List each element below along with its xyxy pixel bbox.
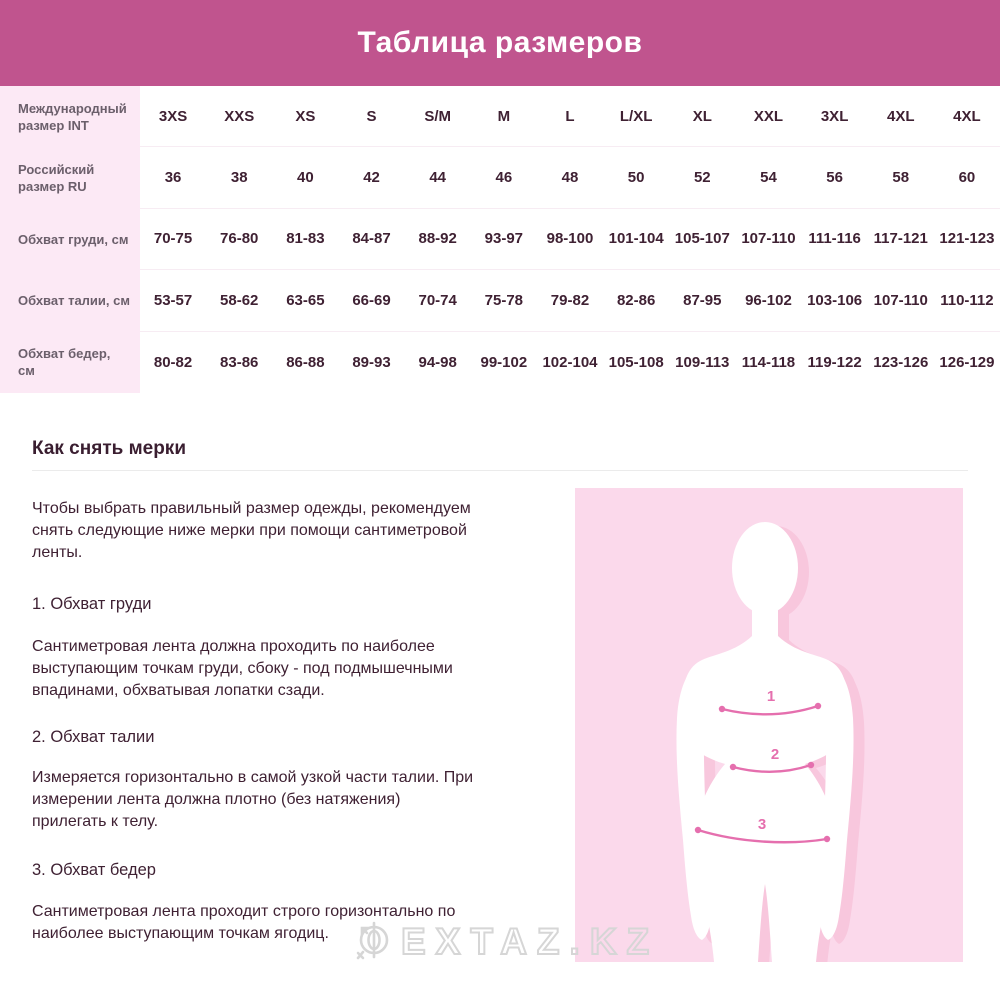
watermark-text: EXTAZ.KZ [401,921,660,962]
how-to-heading: Как снять мерки [32,438,186,459]
size-value-cell: 79-82 [537,270,603,331]
size-value-cell: 80-82 [153,353,193,371]
size-value-cell: 3XL [802,86,868,147]
size-value-cell: 103-106 [802,270,868,331]
size-value-cell: 44 [405,147,471,208]
size-value-cell: 81-83 [272,209,338,270]
size-value-cell: 98-100 [537,209,603,270]
row-label: Российский размер RU [0,147,140,208]
size-value-cell: 84-87 [338,209,404,270]
size-value-cell: 109-113 [675,353,730,371]
size-value-cell: 38 [206,147,272,208]
size-value-cell: 50 [603,147,669,208]
size-value-cell: 114-118 [741,353,796,371]
size-value-cell: 110-112 [934,270,1000,331]
size-value-cell: 101-104 [603,209,669,270]
hips-number: 3 [757,816,767,833]
size-value-cell: 70-75 [140,209,206,270]
body-silhouette-图 [575,488,963,962]
table-row [0,332,1000,393]
size-value-cell: 96-102 [735,270,801,331]
size-value-cell: 107-110 [868,270,934,331]
size-value-cell: S/M [405,86,471,147]
step-text-waist: Измеряется горизонтально в самой узкой части талии. При измерении лента должна плотно (без натяжения) прилегать к телу. [32,769,474,830]
size-value-cell: 126-129 [939,353,995,371]
size-value-cell: 86-88 [286,353,325,371]
size-value-cell: 63-65 [272,270,338,331]
size-value-cell: 58 [868,147,934,208]
size-value-cell: 53-57 [140,270,206,331]
size-value-cell: 48 [537,147,603,208]
size-value-cell: 66-69 [338,270,404,331]
step-text-chest: Сантиметровая лента должна проходить по наиболее выступающим точкам груди, сбоку - под подмышечными впадинами, обхватывая лопатки сзади. [32,638,453,699]
size-value-cell: L [537,86,603,147]
step-title-hips: 3. Обхват бедер [32,861,156,879]
size-value-cell: 76-80 [206,209,272,270]
table-row [0,270,1000,331]
size-value-cell: 83-86 [220,353,259,371]
waist-number: 2 [770,746,780,763]
size-value-cell: 42 [338,147,404,208]
size-value-cell: 54 [735,147,801,208]
body-measurement-illustration [575,488,963,962]
how-to-measure-section [32,437,477,945]
size-value-cell: M [471,86,537,147]
size-value-cell: XL [669,86,735,147]
size-value-cell: 46 [471,147,537,208]
step-title-waist: 2. Обхват талии [32,728,155,746]
size-value-cell: 111-116 [802,209,868,270]
size-value-cell: 87-95 [669,270,735,331]
row-label: Обхват бедер, см [0,332,140,393]
size-value-cell: 60 [934,147,1000,208]
size-value-cell: 56 [802,147,868,208]
table-row [0,86,1000,147]
size-value-cell: 94-98 [418,353,457,371]
size-value-cell: 75-78 [471,270,537,331]
size-value-cell: S [338,86,404,147]
step-title-chest: 1. Обхват груди [32,595,152,613]
size-value-cell: 123-126 [873,353,929,371]
step-text-hips: Сантиметровая лента проходит строго горизонтально по наиболее выступающим точкам ягодиц. [32,903,456,942]
size-value-cell: 82-86 [603,270,669,331]
size-value-cell: 89-93 [352,353,391,371]
row-label: Обхват груди, см [0,209,140,270]
size-value-cell: 52 [669,147,735,208]
size-value-cell: XXS [206,86,272,147]
table-row [0,209,1000,270]
page-header [0,0,1000,86]
size-value-cell: 102-104 [542,353,598,371]
size-value-cell: 117-121 [868,209,934,270]
size-value-cell: 105-107 [669,209,735,270]
size-value-cell: 3XS [140,86,206,147]
size-value-cell: 93-97 [471,209,537,270]
size-value-cell: 119-122 [807,353,862,371]
size-table [0,86,1000,393]
size-value-cell: 105-108 [608,353,664,371]
size-value-cell: XS [272,86,338,147]
row-label: Обхват талии, см [0,270,140,331]
size-value-cell: 40 [272,147,338,208]
size-value-cell: 70-74 [405,270,471,331]
size-value-cell: 58-62 [206,270,272,331]
size-value-cell: XXL [735,86,801,147]
table-row [0,147,1000,208]
row-label: Международный размер INT [0,86,140,147]
size-value-cell: 88-92 [405,209,471,270]
page-title: Таблица размеров [357,26,643,59]
size-value-cell: 99-102 [480,353,528,371]
size-value-cell: 4XL [934,86,1000,147]
size-value-cell: L/XL [603,86,669,147]
size-value-cell: 107-110 [735,209,801,270]
how-to-intro: Чтобы выбрать правильный размер одежды, рекомендуем снять следующие ниже мерки при помощи сантиметровой ленты. [32,500,471,561]
size-value-cell: 121-123 [934,209,1000,270]
chest-number: 1 [766,688,776,705]
size-value-cell: 36 [140,147,206,208]
size-value-cell: 4XL [868,86,934,147]
